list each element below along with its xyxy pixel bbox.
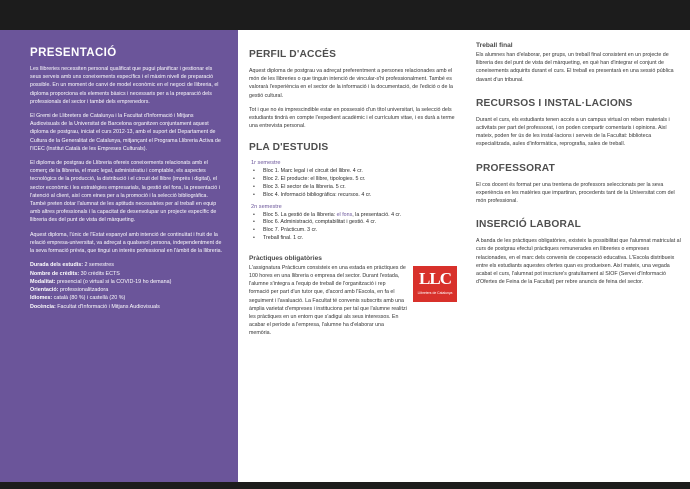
presentacio-paragraph: El Gremi de Llibreters de Catalunya i la Facultat d'Informació i Mitjans Audiovisuals de la Universitat de Barcelona organitzen conjuntament aquest diploma de postgrau, iniciat el curs 2012-13, amb el suport del Departament de Cultura de la Generalitat de Catalunya, mitjançant el Programa Llibreria Activa de l'ICEC (Institut Català de les Empreses Culturals). (30, 113, 221, 152)
fact-value: català (80 %) i castellà (20 %) (53, 295, 126, 302)
fact-label: Idiomes: (30, 295, 53, 302)
middle-column (238, 30, 466, 482)
fact-value: Facultat d'Informació i Mitjans Audiovisuals (57, 303, 160, 310)
course-block-label: Bloc 3. El sector de la llibreria. 5 cr. (263, 184, 346, 191)
practiques-text: L'assignatura Pràcticum consisteix en una estada en pràctiques de 100 hores en una llibreria o empresa del sector. Durant l'estada, l'alumne s'integra a l'equip de treball de l'organització i rep formació per part d'un tutor que, d'acord amb l'Escola, en fa el seguiment i l'avaluació. La Facultat té convenis subscrits amb una àmplia varietat d'empreses i institucions per tal que l'alumne realitzi les pràctiques en un entorn que s'adigui als seus interessos. En acabar el període a l'empresa, l'alumne ha d'elaborar una memòria. (249, 264, 407, 337)
top-bar (0, 0, 690, 30)
fact-modalitat (30, 278, 224, 286)
fact-value: 2 semestres (84, 262, 114, 269)
fact-orientacio (30, 286, 224, 294)
course-block: • Bloc 7. Pràcticum. 3 cr. (253, 227, 318, 234)
fact-value: presencial (o virtual si la COVID-19 ho demana) (56, 278, 172, 285)
fact-label: Modalitat: (30, 278, 56, 285)
semester-1-label: 1r semestre (251, 160, 281, 167)
professorat-text: El cos docent és format per una trentena de professors seleccionats per la seva experiència en les matèries que impartiran, procedents tant de la Universitat com del món professional. (476, 181, 675, 205)
course-block-label: Bloc 4. Informació bibliogràfica: recursos. 4 cr. (263, 191, 372, 198)
recursos-text: Durant el curs, els estudiants tenen accés a un campus virtual on reben materials i activitats per part del professorat, i on poden compartir comentaris i opinions. Així mateix, poden fer ús de les instal·lacions i serveis de la Facultat: biblioteca especialitzada, aules d'informàtica, reprografia, sales de treball. (476, 116, 670, 148)
treball-text: Els alumnes han d'elaborar, per grups, un treball final consistent en un projecte de llibreria des del punt de vista del màrqueting, en què han d'integrar el conjunt de coneixements adquirits durant el curs. El treball es presentarà en una sessió pública davant d'un tribunal. (476, 52, 674, 83)
presentacio-paragraph: El diploma de postgrau de Llibreria ofereix coneixements relacionats amb el comerç de la llibreria, el marc legal, administratiu i comptable, els aspectes tecnològics de la producció, la distribució i el circuit del llibre (imprès i digital), el sector econòmic i les estratègies empresarials, la gestió del fons, la presentació i l'atenció al client, així com eines per a la promoció i la selecció bibliogràfica. També preten dotar l'alumnat de les aptituds necessàries per al treball en equip amb altres professionals i la capacitat de desenvolupar un projecte específic de llibreria des del punt de vista del màrqueting. (30, 160, 220, 224)
course-block: • Bloc 1. Marc legal i el circuit del llibre. 4 cr. (253, 168, 363, 175)
course-block: • Bloc 4. Informació bibliogràfica: recursos. 4 cr. (253, 191, 372, 198)
logo-mark: LLC (419, 268, 451, 288)
llibreters-logo (413, 266, 457, 302)
fact-value: professionalitzadora (59, 287, 109, 294)
course-block-label: Bloc 6. Administració, comptabilitat i gestió. 4 cr. (263, 219, 377, 226)
logo-caption: Llibreters de Catalunya (417, 290, 453, 295)
presentacio-title: PRESENTACIÓ (30, 47, 117, 59)
fact-value: 30 crèdits ECTS (80, 270, 120, 277)
course-block: • Treball final. 1 cr. (253, 235, 304, 241)
pla-title: PLA D'ESTUDIS (249, 142, 329, 154)
semester-2-label: 2n semestre (251, 203, 282, 210)
perfil-paragraph: Tot i que no és imprescindible estar en possessió d'un títol universitari, la selecció dels estudiants tindrà en compte l'expedient acadèmic i el currículum vitae, i es durà a terme una entrevista personal. (249, 106, 455, 130)
facts-list (30, 261, 224, 311)
presentacio-paragraph: Aquest diploma, l'únic de l'Estat espanyol amb intenció de continuïtat i fruit de la relació empresa-universitat, va adreçat a qualsevol persona, independentment de la seva formació prèvia, que tingui un interès professional en l'àmbit de la llibreria. (30, 231, 223, 255)
fact-label: Docència: (30, 303, 56, 310)
fact-label: Durada dels estudis: (30, 262, 84, 269)
course-block-label: Bloc 7. Pràcticum. 3 cr. (263, 227, 318, 234)
course-block-label: Bloc 5. La gestió de la llibreria: el fons, la presentació. 4 cr. (263, 211, 402, 218)
fact-credits (30, 270, 224, 278)
fact-label: Orientació: (30, 287, 59, 294)
course-block: • Bloc 5. La gestió de la llibreria: el fons, la presentació. 4 cr. (253, 211, 402, 218)
course-block-label: Treball final. 1 cr. (263, 235, 304, 241)
course-block: • Bloc 3. El sector de la llibreria. 5 cr. (253, 184, 346, 191)
fact-durada (30, 261, 224, 269)
presentacio-paragraph: Les llibreries necessiten personal qualificat que pugui planificar i gestionar els seus serveis amb uns coneixements específics i el màxim nivell de preparació possible. En un moment de canvi de model econòmic en el negoci de llibreria, el diploma proporciona els elements bàsics i necessaris per a la preparació dels professionals del sector i també dels emprenedors. (30, 66, 219, 105)
professorat-title: PROFESSORAT (476, 162, 555, 174)
recursos-title: RECURSOS I INSTAL·LACIONS (476, 97, 633, 109)
fact-label: Nombre de crèdits: (30, 270, 80, 277)
treball-title: Treball final (476, 42, 513, 49)
insercio-text: A banda de les pràctiques obligatòries, existeix la possibilitat que l'alumnat matriculat al curs de postgrau efectuï pràctiques remunerades en llibreries o empreses relacionades, en el marc dels convenis de cooperació educativa. L'Escola distribueix entre els estudiants aquestes ofertes quan es produeixen. Així mateix, una vegada acabat el curs, l'alumnat pot inscriure's gratuïtament al SIOF (Servei d'Informació d'Ofertes de Feina de la Facultat) per rebre anuncis de feina del sector. (476, 238, 681, 286)
right-column (466, 30, 690, 482)
presentacio-panel (0, 30, 238, 482)
practiques-title: Pràctiques obligatòries (249, 254, 322, 262)
perfil-title: PERFIL D'ACCÉS (249, 49, 337, 60)
insercio-title: INSERCIÓ LABORAL (476, 219, 582, 231)
course-block: • Bloc 6. Administració, comptabilitat i gestió. 4 cr. (253, 219, 377, 226)
course-block-label: Bloc 2. El producte: el llibre, tipologies. 5 cr. (263, 176, 366, 183)
perfil-paragraph: Aquest diploma de postgrau va adreçat preferentment a persones relacionades amb el món de les llibreries o que tinguin intenció de vincular-s'hi professionalment. També es valorarà l'experiència en el sector de la informació i la documentació, de l'edició o de la gestió cultural. (249, 68, 454, 99)
course-block-label: Bloc 1. Marc legal i el circuit del llibre. 4 cr. (263, 168, 363, 175)
practiques-section (249, 264, 457, 344)
course-block: • Bloc 2. El producte: el llibre, tipologies. 5 cr. (253, 176, 366, 183)
fact-docencia (30, 303, 224, 311)
bottom-bar (0, 482, 690, 489)
fact-idiomes (30, 294, 224, 302)
